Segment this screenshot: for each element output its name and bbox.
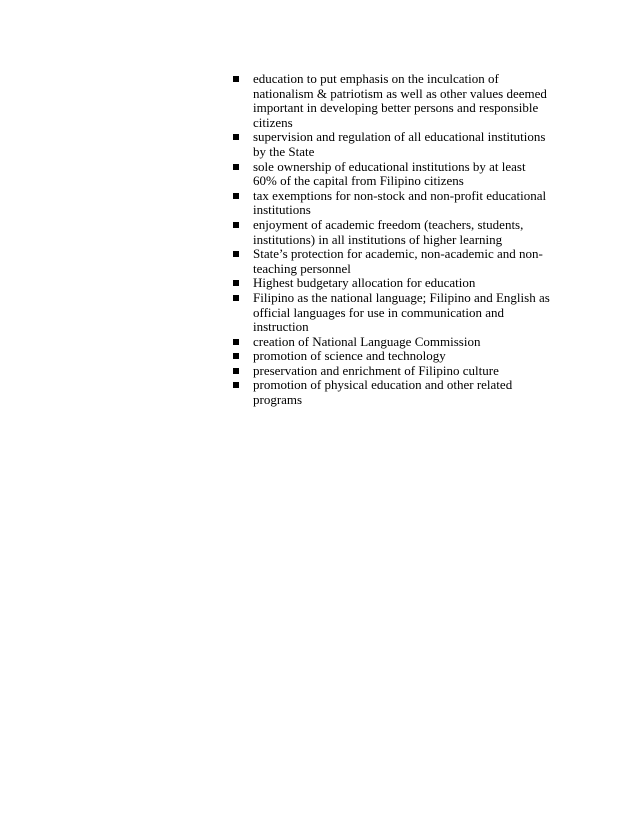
list-item-text: State’s protection for academic, non-academic and non-teaching personnel xyxy=(253,246,543,276)
list-item-text: promotion of science and technology xyxy=(253,348,446,364)
square-bullet-icon xyxy=(233,134,239,140)
list-item-text: Highest budgetary allocation for education xyxy=(253,275,476,291)
list-item-text: sole ownership of educational institutions by at least 60% of the capital from Filipino citizens xyxy=(253,158,526,189)
square-bullet-icon xyxy=(233,368,239,374)
square-bullet-icon xyxy=(233,76,239,82)
square-bullet-icon xyxy=(233,339,239,345)
list-item xyxy=(232,72,552,130)
list-item xyxy=(232,218,552,247)
list-item xyxy=(232,189,552,218)
list-item-text: enjoyment of academic freedom (teachers, students, institutions) in all institutions of higher learning xyxy=(253,216,524,247)
square-bullet-icon xyxy=(233,164,239,170)
list-item xyxy=(232,160,552,189)
list-item-text: Filipino as the national language; Filipino and English as official languages for use in communication and instruction xyxy=(253,289,550,335)
square-bullet-icon xyxy=(233,353,239,359)
square-bullet-icon xyxy=(233,251,239,257)
list-item-text: supervision and regulation of all educational institutions by the State xyxy=(253,129,546,159)
bullet-list xyxy=(232,72,552,408)
list-item xyxy=(232,276,552,291)
list-item xyxy=(232,291,552,335)
list-item-text: preservation and enrichment of Filipino culture xyxy=(253,362,499,378)
list-item xyxy=(232,335,552,350)
list-item-text: education to put emphasis on the inculcation of nationalism & patriotism as well as other values deemed important in developing better persons and responsible citizens xyxy=(253,71,547,130)
list-item xyxy=(232,378,552,407)
list-item xyxy=(232,364,552,379)
square-bullet-icon xyxy=(233,280,239,286)
list-item-text: promotion of physical education and other related programs xyxy=(253,377,513,408)
list-item xyxy=(232,349,552,364)
list-item-text: tax exemptions for non-stock and non-profit educational institutions xyxy=(253,187,547,218)
square-bullet-icon xyxy=(233,295,239,301)
square-bullet-icon xyxy=(233,193,239,199)
square-bullet-icon xyxy=(233,222,239,228)
square-bullet-icon xyxy=(233,382,239,388)
list-item xyxy=(232,130,552,159)
list-item-text: creation of National Language Commission xyxy=(253,333,481,349)
list-item xyxy=(232,247,552,276)
